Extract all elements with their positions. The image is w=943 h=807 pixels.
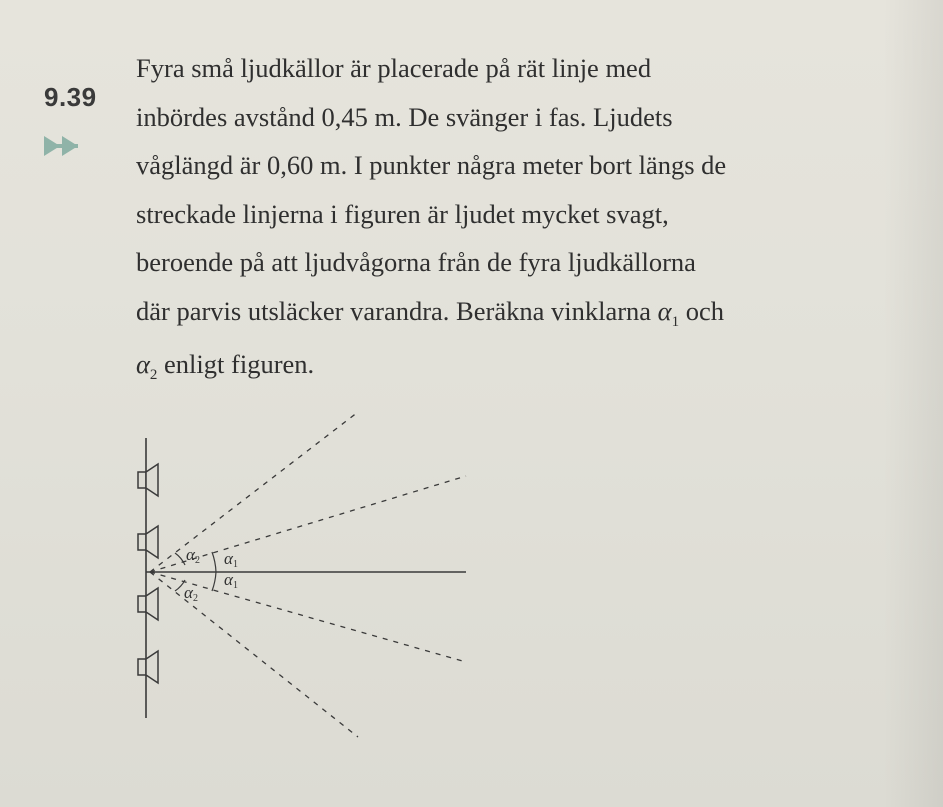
problem-line-7-text: enligt figuren. [164,349,315,379]
speaker-icon [138,526,158,558]
dashed-line-lower-alpha1 [150,572,466,662]
speaker-icon [138,651,158,683]
label-alpha1-upper: α1 [224,549,238,570]
subscript-2: 2 [149,367,158,383]
speaker-icon [138,588,158,620]
problem-line-4: streckade linjerna i figuren är ljudet mycket svagt, [136,198,669,229]
alpha-symbol: α [136,349,150,379]
problem-line-6-text: där parvis utsläcker varandra. Beräkna vinklarna [136,295,652,326]
problem-line-1: Fyra små ljudkällor är placerade på rät linje med [136,53,652,83]
dashed-lines [150,412,466,737]
arc-alpha1-upper [212,552,216,572]
problem-line-2: inbördes avstånd 0,45 m. De svänger i fas. Ljudets [136,101,673,132]
alpha-symbol: α [657,295,672,326]
subscript-1: 1 [671,313,680,330]
label-alpha2-lower: α2 [184,583,198,604]
arc-alpha2-upper [175,553,185,565]
speaker-icon [138,464,158,496]
dashed-line-upper-alpha2 [150,412,358,572]
label-alpha1-lower: α1 [224,570,238,591]
problem-line-6-end: och [685,295,724,326]
dashed-line-lower-alpha2 [150,572,358,737]
problem-line-5: beroende på att ljudvågorna från de fyra ljudkällorna [136,247,696,277]
problem-line-3: våglängd är 0,60 m. I punkter några meter bort längs de [136,150,727,180]
problem-number: 9.39 [44,82,97,112]
arc-alpha1-lower [212,572,216,591]
label-alpha2-upper: α2 [186,545,200,566]
